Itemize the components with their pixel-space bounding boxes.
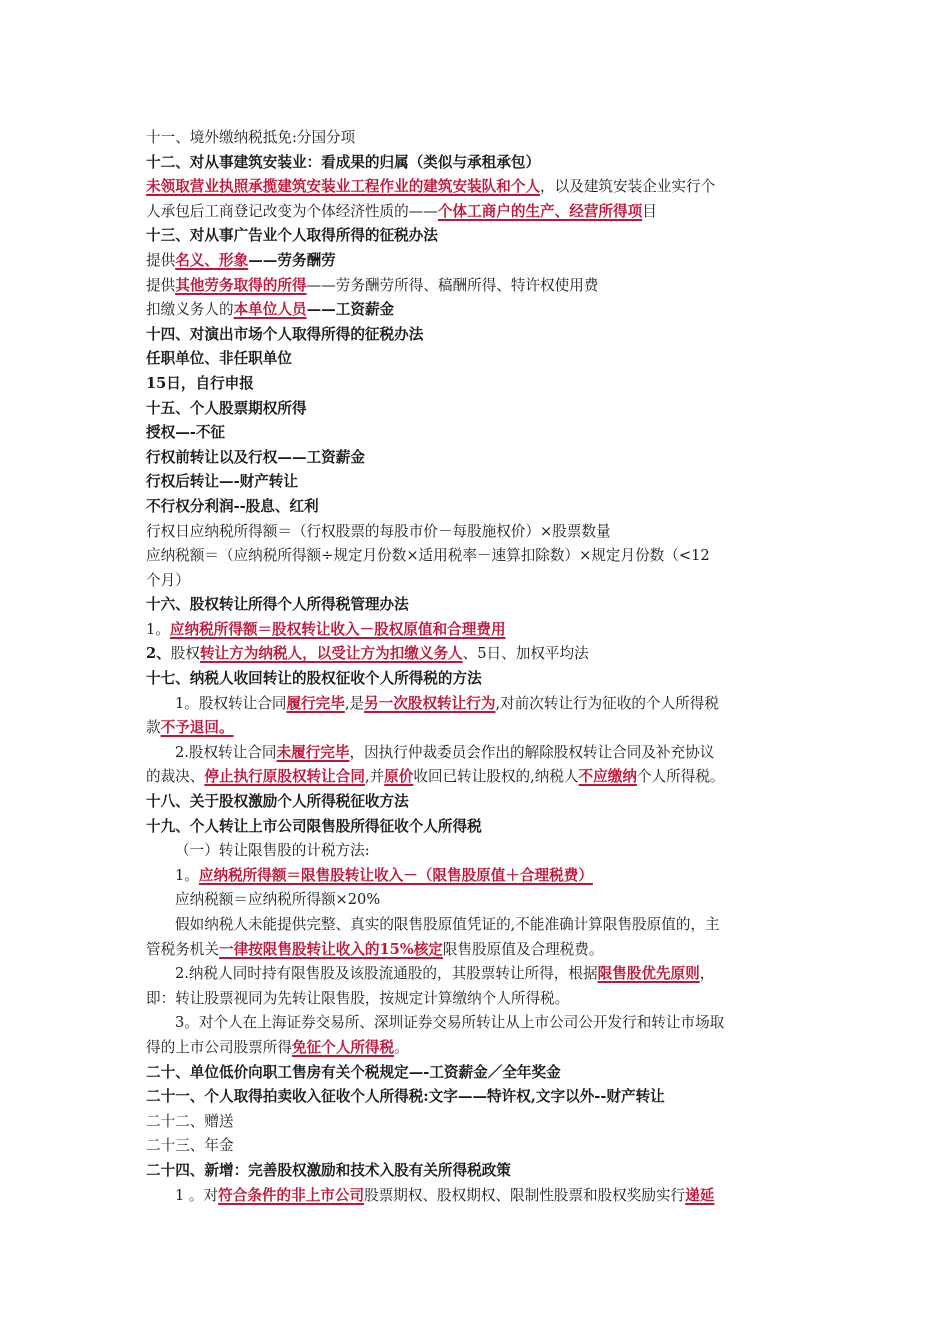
- text-segment: 提供: [146, 276, 176, 294]
- text-segment: 即：转让股票视同为先转让限售股，按规定计算缴纳个人所得税。: [146, 989, 570, 1007]
- text-segment: 十三、对从事广告业个人取得所得的征税办法: [146, 227, 438, 245]
- highlighted-text: 未履行完毕: [276, 743, 350, 761]
- text-line: [146, 1184, 816, 1209]
- text-line: [146, 987, 816, 1012]
- text-line: [146, 790, 816, 815]
- text-segment: 管税务机关: [146, 940, 219, 958]
- text-segment: 十八、关于股权激励个人所得税征收方法: [146, 793, 409, 811]
- text-segment: 的裁决、: [146, 768, 205, 786]
- highlighted-text: 递延: [685, 1186, 715, 1204]
- text-line: [146, 569, 816, 594]
- text-segment: 股票期权、股权期权、限制性股票和股权奖励实行: [364, 1186, 686, 1204]
- text-segment: 得的上市公司股票所得: [146, 1038, 292, 1056]
- text-segment: 1。: [146, 620, 170, 638]
- text-line: [146, 741, 816, 766]
- text-line: [146, 1085, 816, 1110]
- highlighted-text: 其他劳务取得的所得: [175, 276, 307, 294]
- text-segment: 行权日应纳税所得额＝（行权股票的每股市价－每股施权价）×股票数量: [146, 522, 611, 540]
- highlighted-text: 另一次股权转让行为: [364, 694, 496, 712]
- text-line: [146, 200, 816, 225]
- text-segment: 股权: [170, 645, 200, 663]
- text-segment: 限售股原值及合理税费。: [442, 940, 604, 958]
- text-segment: 不行权分利润--股息、红利: [146, 497, 319, 515]
- text-line: [146, 938, 816, 963]
- highlighted-text: 免征个人所得税: [291, 1038, 395, 1056]
- highlighted-text: 未领取营业执照承揽建筑安装业工程作业的建筑安装队和个人: [146, 178, 541, 196]
- text-line: [146, 1134, 816, 1159]
- text-segment: 个人所得税。: [636, 768, 725, 786]
- highlighted-text: 个体工商户的生产、经营所得项: [437, 202, 643, 220]
- text-line: [146, 446, 816, 471]
- text-line: [146, 520, 816, 545]
- text-segment: 提供: [146, 251, 176, 269]
- text-segment: 15日，自行申报: [146, 374, 254, 392]
- highlighted-text: 停止执行原股权转让合同: [204, 768, 365, 786]
- text-line: [146, 839, 816, 864]
- text-line: [146, 815, 816, 840]
- text-line: [146, 593, 816, 618]
- text-line: [146, 1011, 816, 1036]
- text-segment: 、5日、加权平均法: [462, 645, 589, 663]
- text-segment: ,是: [344, 694, 365, 712]
- text-segment: 款: [146, 719, 161, 737]
- text-line: [146, 962, 816, 987]
- text-segment: 。: [394, 1038, 409, 1056]
- text-line: [146, 249, 816, 274]
- text-line: [146, 126, 816, 151]
- text-line: [146, 347, 816, 372]
- text-line: [146, 372, 816, 397]
- text-segment: 十四、对演出市场个人取得所得的征税办法: [146, 325, 424, 343]
- text-line: [146, 397, 816, 422]
- highlighted-text: 履行完毕: [286, 694, 345, 712]
- document-page: [146, 126, 816, 1208]
- text-line: [146, 151, 816, 176]
- text-line: [146, 274, 816, 299]
- text-segment: ——劳务酬劳: [248, 251, 336, 269]
- text-segment: 应纳税额＝（应纳税所得额÷规定月份数×适用税率－速算扣除数）×规定月份数（<12: [146, 547, 710, 565]
- text-segment: ，因执行仲裁委员会作出的解除股权转让合同及补充协议: [349, 743, 715, 761]
- text-line: [146, 692, 816, 717]
- highlighted-text: 一律按限售股转让收入的15%核定: [218, 940, 443, 958]
- highlighted-text: 符合条件的非上市公司: [218, 1186, 365, 1204]
- text-line: [146, 298, 816, 323]
- text-line: [146, 618, 816, 643]
- text-line: [146, 495, 816, 520]
- text-segment: 十五、个人股票期权所得: [146, 399, 307, 417]
- highlighted-text: 本单位人员: [233, 301, 307, 319]
- highlighted-text: 应纳税所得额＝股权转让收入－股权原值和合理费用: [169, 620, 506, 638]
- text-segment: 行权后转让—-财产转让: [146, 473, 298, 491]
- text-segment: ，: [699, 965, 715, 983]
- text-segment: 1。股权转让合同: [175, 694, 287, 712]
- text-segment: （一）转让限售股的计税方法:: [175, 842, 370, 860]
- text-line: [146, 470, 816, 495]
- text-line: [146, 716, 816, 741]
- text-line: [146, 421, 816, 446]
- text-segment: ,对前次转让行为征收的个人所得税: [495, 694, 719, 712]
- highlighted-text: 限售股优先原则: [597, 965, 700, 983]
- text-segment: 个月）: [146, 571, 190, 589]
- text-line: [146, 323, 816, 348]
- text-segment: 目: [642, 202, 657, 220]
- text-segment: 二十三、年金: [146, 1137, 234, 1155]
- highlighted-text: 名义、形象: [175, 251, 249, 269]
- text-line: [146, 667, 816, 692]
- text-segment: 授权—-不征: [146, 424, 226, 442]
- text-segment: 3。对个人在上海证券交易所、深圳证券交易所转让从上市公司公开发行和转让市场取: [175, 1014, 725, 1032]
- text-segment: 假如纳税人未能提供完整、真实的限售股原值凭证的,不能准确计算限售股原值的，主: [175, 916, 720, 933]
- text-segment: ,并: [364, 768, 385, 786]
- text-segment: 2.股权转让合同: [175, 743, 277, 761]
- text-segment: 2、: [146, 645, 171, 663]
- text-line: [146, 544, 816, 569]
- highlighted-text: 转让方为纳税人，以受让方为扣缴义务人: [199, 645, 463, 663]
- highlighted-text: 原价: [384, 768, 414, 786]
- text-segment: 1 。对: [175, 1186, 219, 1204]
- text-line: [146, 1110, 816, 1135]
- text-segment: ，以及建筑安装企业实行个: [540, 178, 716, 196]
- text-segment: ——劳务酬劳所得、稿酬所得、特许权使用费: [306, 276, 599, 294]
- text-segment: 十七、纳税人收回转让的股权征收个人所得税的方法: [146, 670, 482, 688]
- text-line: [146, 765, 816, 790]
- text-segment: 二十、单位低价向职工售房有关个税规定—-工资薪金／全年奖金: [146, 1063, 561, 1081]
- text-segment: 收回已转让股权的,纳税人: [413, 768, 579, 786]
- highlighted-text: 应纳税所得额＝限售股转让收入－（限售股原值＋合理税费）: [198, 866, 593, 884]
- text-line: [146, 864, 816, 889]
- text-segment: 二十一、个人取得拍卖收入征收个人所得税:文字——特许权,文字以外--财产转让: [146, 1088, 665, 1106]
- highlighted-text: 不予退回。: [160, 719, 234, 737]
- text-segment: ——工资薪金: [306, 301, 395, 319]
- text-line: [146, 1159, 816, 1184]
- highlighted-text: 不应缴纳: [578, 768, 637, 786]
- text-line: [146, 1036, 816, 1061]
- text-segment: 十九、个人转让上市公司限售股所得征收个人所得税: [146, 817, 482, 835]
- text-segment: 十六、股权转让所得个人所得税管理办法: [146, 596, 409, 614]
- text-segment: 人承包后工商登记改变为个体经济性质的——: [146, 202, 438, 220]
- text-segment: 扣缴义务人的: [146, 301, 234, 319]
- text-segment: 2.纳税人同时持有限售股及该股流通股的，其股票转让所得，根据: [175, 965, 598, 983]
- text-line: [146, 224, 816, 249]
- text-line: [146, 175, 816, 200]
- text-segment: 十二、对从事建筑安装业：看成果的归属（类似与承租承包）: [146, 153, 541, 171]
- text-segment: 行权前转让以及行权——工资薪金: [146, 448, 365, 466]
- text-segment: 二十二、赠送: [146, 1112, 234, 1130]
- text-segment: 二十四、新增：完善股权激励和技术入股有关所得税政策: [146, 1161, 511, 1179]
- text-line: [146, 888, 816, 913]
- text-line: [146, 913, 816, 938]
- text-segment: 任职单位、非任职单位: [146, 350, 292, 368]
- text-line: [146, 642, 816, 667]
- text-segment: 应纳税额＝应纳税所得额×20%: [175, 891, 381, 909]
- text-segment: 十一、境外缴纳税抵免:分国分项: [146, 129, 356, 146]
- text-line: [146, 1061, 816, 1086]
- text-segment: 1。: [175, 866, 199, 884]
